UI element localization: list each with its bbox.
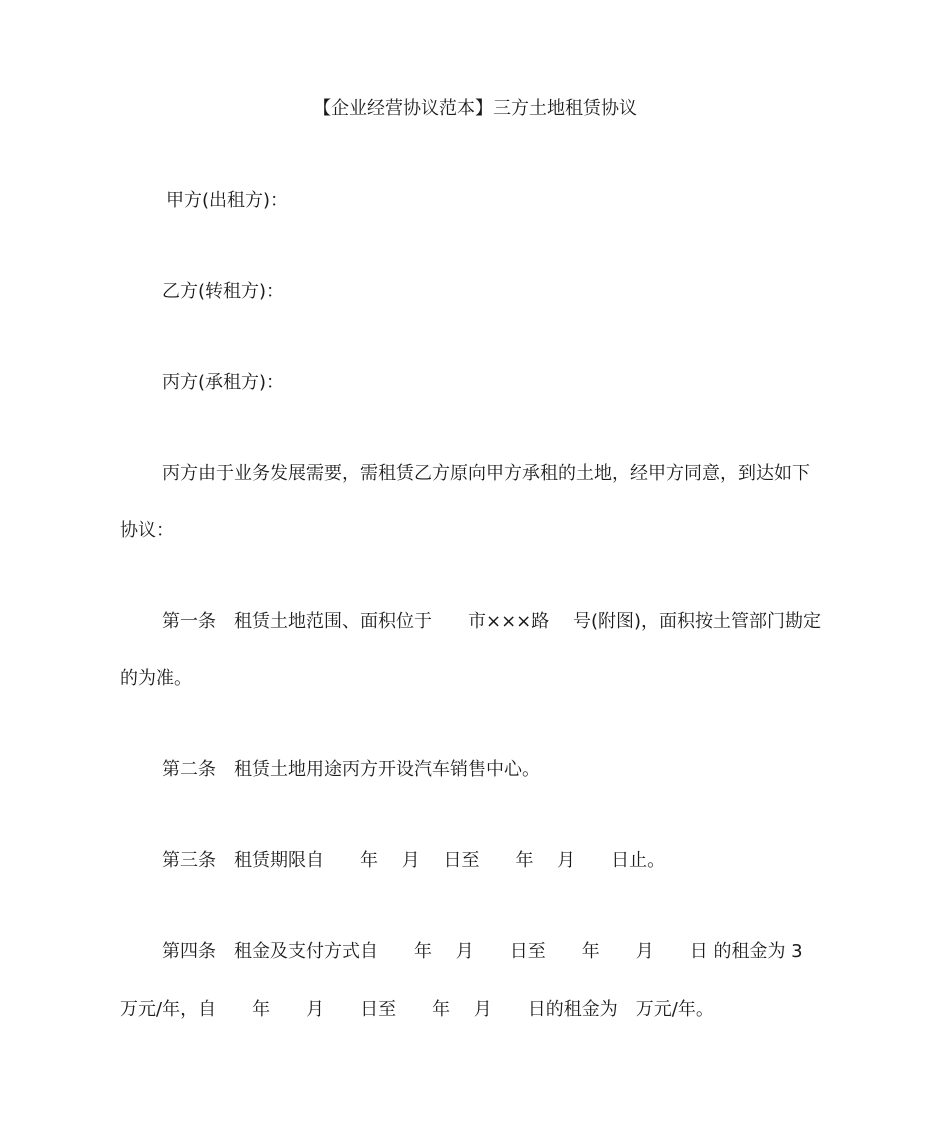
article-2-line-1: 第二条 租赁土地用途丙方开设汽车销售中心。 <box>162 759 540 780</box>
intro-paragraph-line-2: 协议： <box>120 520 174 541</box>
article-1-line-2: 的为准。 <box>120 668 192 689</box>
document-title: 【企业经营协议范本】三方土地租赁协议 <box>313 98 637 119</box>
article-1-line-1: 第一条 租赁土地范围、面积位于 市×××路 号(附图)，面积按土管部门勘定 <box>162 611 822 632</box>
article-4-line-1: 第四条 租金及支付方式自 年 月 日至 年 月 日 的租金为 3 <box>162 941 803 962</box>
article-3-line-1: 第三条 租赁期限自 年 月 日至 年 月 日止。 <box>162 850 666 871</box>
party-b-label: 乙方(转租方)： <box>162 281 285 302</box>
party-c-label: 丙方(承租方)： <box>162 372 285 393</box>
article-4-line-2: 万元/年，自 年 月 日至 年 月 日的租金为 万元/年。 <box>120 999 714 1020</box>
intro-paragraph-line-1: 丙方由于业务发展需要，需租赁乙方原向甲方承租的土地，经甲方同意，到达如下 <box>162 463 810 484</box>
party-a-label: 甲方(出租方)： <box>166 190 289 211</box>
